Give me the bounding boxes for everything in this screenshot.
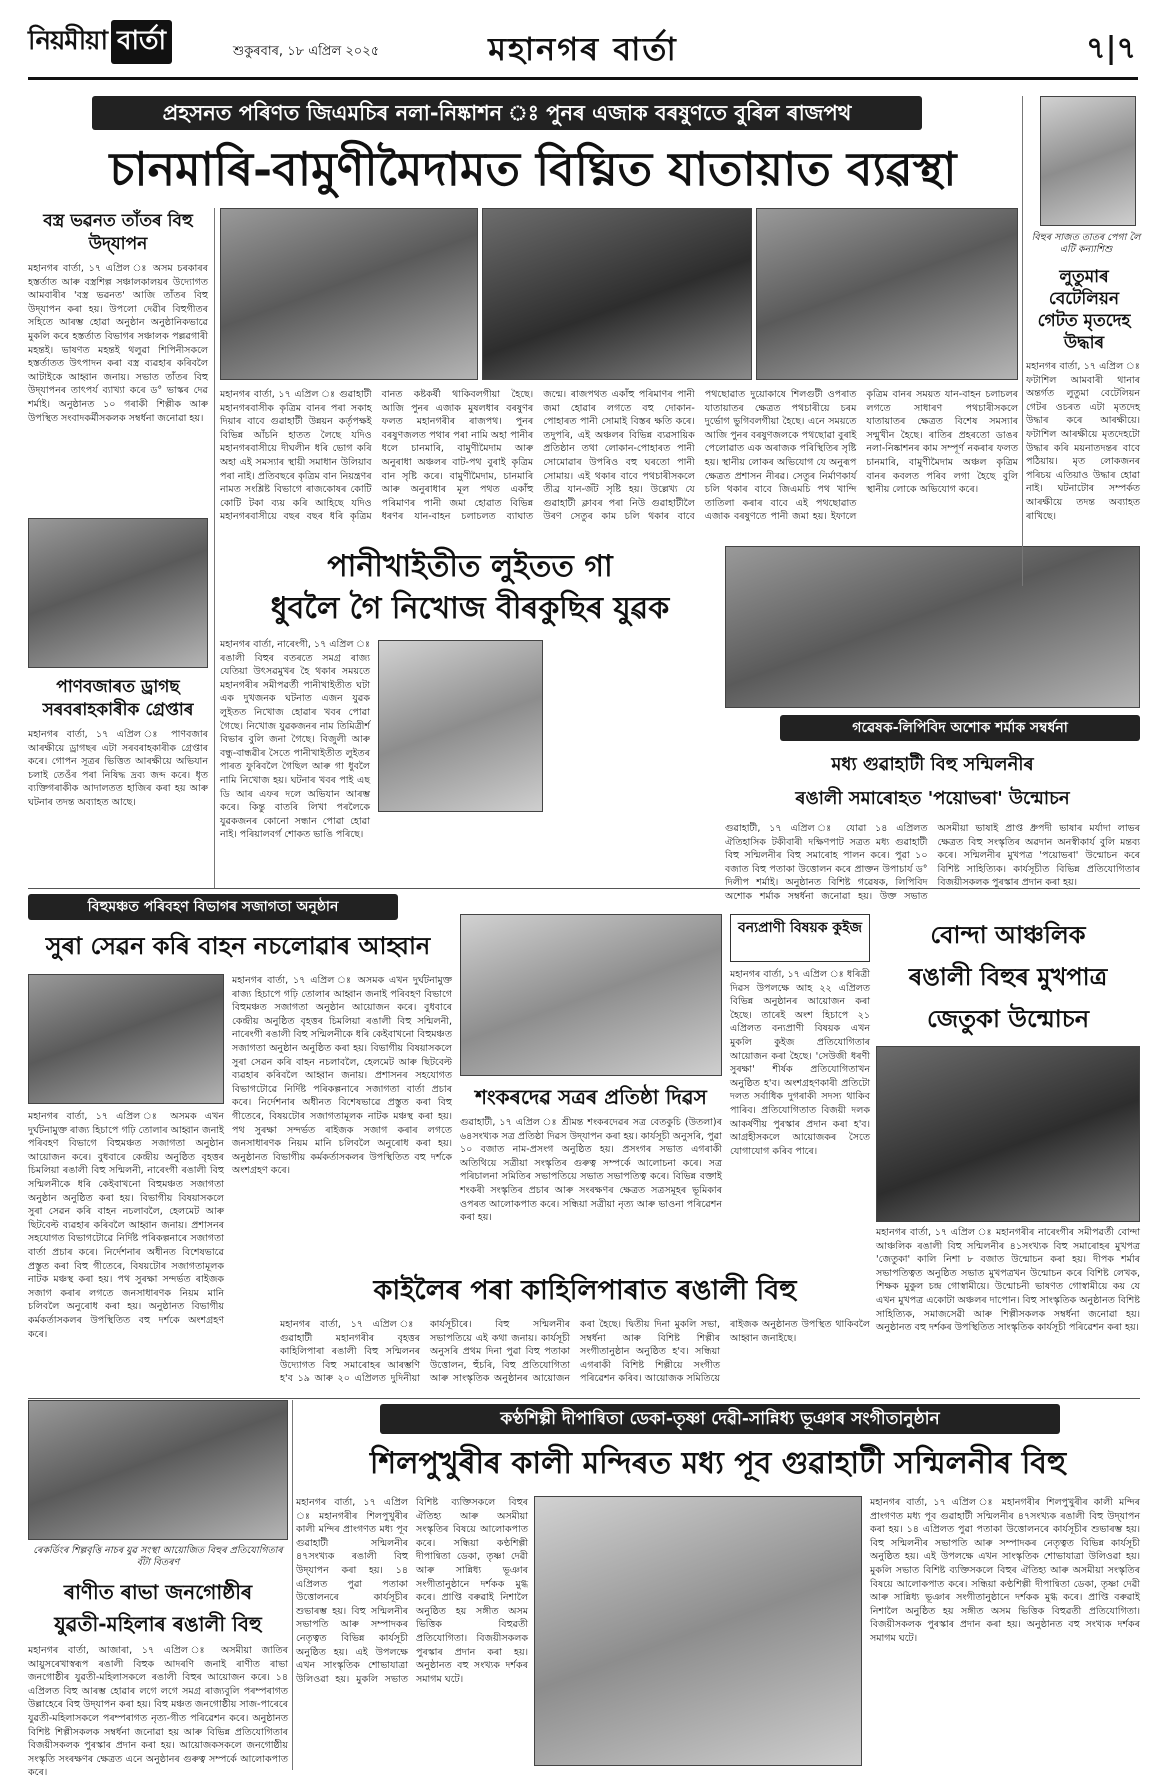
dead-body-headline: লুতুমাৰ বেটেলিয়ন গেটত মৃতদেহ উদ্ধাৰ — [1037, 267, 1131, 353]
column-divider — [214, 208, 215, 888]
felicitation-headline-line-2: ৰঙালী সমাৰোহত 'পয়োভৰা' উন্মোচন — [795, 788, 1070, 809]
missing-youth-story: মহানগৰ বাৰ্তা, নাৰেংগী, ১৭ এপ্ৰিল ঃ ৰঙালী বিহুৰ বতৰতে সমগ্ৰ ৰাজ্য যেতিয়া উৎসৱমুখৰ হৈ থকাৰ সময়তে মহানগৰীৰ সমীপৱৰ্তী পানীখাইতীত ঘটা এক দুখজনক ঘটনাত এজন যুৱক লুইতত নিখোজ হোৱাৰ খবৰ পোৱা গৈছে। নিখোজ যুৱকজনৰ নাম তিমিত্ৰীৰ্শ বিভাৰ বুলি জনা গৈছে। বিজুলী আৰু বন্ধু-বান্ধৱীৰ সৈতে পানীখাইতীত লুইতৰ পাৰত ফুৰিবলৈ গৈছিল আৰু গা ধুবলৈ নামি নিখোজ হয়। ঘটনাৰ খবৰ পাই এছ ডি আৰ এফৰ দলে অভিযান আৰম্ভ কৰে। কিন্তু বাতৰি লিখা পৰলৈকে যুৱকজনৰ কোনো সন্ধান পোৱা হোৱা নাই। পৰিয়ালবৰ্গ শোকত ভাঙি পৰিছে। — [220, 639, 370, 841]
textile-bihu-photo — [28, 518, 208, 668]
rabha-photo-caption: ৰেকৰ্ডিংৰ শিল্পবৃত্তি নাচৰ যুৱ সংস্থা আয়োজিত বিহুৰ প্ৰতিযোগিতাৰ বঁটা বিতৰণ — [33, 1545, 283, 1568]
felicitation-kicker: গৱেষক-লিপিবিদ অশোক শৰ্মাক সম্বৰ্ধনা — [780, 715, 1140, 741]
vehicles-kicker: বিহুমঞ্চত পৰিবহণ বিভাগৰ সজাগতা অনুষ্ঠান — [28, 894, 398, 920]
jetuka-headline-line-3: জেতুকা উন্মোচন — [926, 1004, 1090, 1033]
column-divider — [292, 1400, 293, 1770]
felicitation-headline-line-1: মধ্য গুৱাহাটী বিহু সন্মিলনীৰ — [831, 754, 1034, 775]
column-divider — [1022, 96, 1023, 586]
kali-mandir-headline: শিলপুখুৰীৰ কালী মন্দিৰত মধ্য পূব গুৱাহাটী সন্মিলনীৰ বিহু — [369, 1446, 1067, 1481]
jetuka-story: মহানগৰ বাৰ্তা, ১৭ এপ্ৰিল ঃ মহানগৰীৰ নাৰেংগীৰ সমীপৱৰ্তী বোন্দা আঞ্চলিক ৰঙালী বিহু সন্মিলনীৰ ৪১সংখ্যক বিহু সমাৰোহৰ মুখপত্ৰ 'জেতুকা' কালি নিশা ৮ বজাত উন্মোচন কৰা হয়। দীপক শৰ্মাৰ সভাপতিত্বত অনুষ্ঠিত সভাত মুখপত্ৰখন উন্মোচন কৰে বিশিষ্ট লেখক, শিক্ষক মুকুল চন্দ্ৰ গোস্বামীয়ে। উন্মোচনী ভাষণত গোস্বামীয়ে কয় যে এখন মুখপত্ৰ একোটা অঞ্চলৰ দাপোন। বিহু সাংস্কৃতিক অনুষ্ঠানত বিশিষ্ট সাহিত্যিক, সমাজসেৱী আৰু শিল্পীসকলক সম্বৰ্ধনা জনোৱা হয়। অনুষ্ঠানত বহু দৰ্শকৰ উপস্থিতিত সাংস্কৃতিক কাৰ্যসূচী পৰিৱেশন কৰা হয়। — [876, 1227, 1140, 1334]
drugs-headline: পাণবজাৰত ড্ৰাগছ সৰবৰাহকাৰীক গ্ৰেপ্তাৰ — [42, 677, 194, 720]
section-title: মহানগৰ বাৰ্তা — [488, 30, 678, 68]
kahilipara-headline: কাইলৈৰ পৰা কাহিলিপাৰাত ৰঙালী বিহু — [373, 1275, 797, 1306]
page-number: ৭|৭ — [1086, 31, 1136, 66]
kahilipara-story: মহানগৰ বাৰ্তা, ১৭ এপ্ৰিল ঃ গুৱাহাটী মহানগৰীৰ বৃহত্তৰ কাহিলিপাৰা ৰঙালী বিহু সন্মিলনৰ উদ্যোগত বিহু সমাৰোহৰ আৰম্ভণি হ'ব ১৯ আৰু ২০ এপ্ৰিলত দুদিনীয়া কাৰ্যসূচীৰে। বিহু সন্মিলনীৰ সভাপতিয়ে এই কথা জনায়। কাৰ্যসূচী অনুসৰি প্ৰথম দিনা পুৱা বিহু পতাকা উত্তোলন, হুঁচৰি, বিহু প্ৰতিযোগিতা আৰু সাংস্কৃতিক অনুষ্ঠানৰ আয়োজন কৰা হৈছে। দ্বিতীয় দিনা মুকলি সভা, সম্বৰ্ধনা আৰু বিশিষ্ট শিল্পীৰ সংগীতানুষ্ঠান অনুষ্ঠিত হ'ব। সন্ধিয়া এগৰাকী বিশিষ্ট শিল্পীয়ে সংগীত পৰিৱেশন কৰিব। আয়োজক সমিতিয়ে ৰাইজক অনুষ্ঠানত উপস্থিত থাকিবলৈ আহ্বান জনাইছে। — [280, 1319, 870, 1385]
road-flooding-photo — [220, 208, 478, 380]
shankardev-story: গুৱাহাটী, ১৭ এপ্ৰিল ঃ শ্ৰীমন্ত শংকৰদেৱৰ সত্ৰ বেতকুচি (উতলা)ৰ ৬৪সংখ্যক সত্ৰ প্ৰতিষ্ঠা দিৱস উদ্‌যাপন কৰা হয়। কাৰ্যসূচী অনুসৰি, পুৱা ১০ বজাত নাম-প্ৰসংগ অনুষ্ঠিত হয়। প্ৰসংগৰ সভাত এগৰাকী অতিথিয়ে সত্ৰীয়া সংস্কৃতিৰ গুৰুত্ব সম্পৰ্কে আলোচনা কৰে। সত্ৰ পৰিচালনা সমিতিৰ সভাপতিয়ে সভাত সভাপতিত্ব কৰে। বিভিন্ন বক্তাই শংকৰী সংস্কৃতিৰ প্ৰচাৰ আৰু সংৰক্ষণৰ ক্ষেত্ৰত সত্ৰসমূহৰ ভূমিকাৰ ওপৰত আলোকপাত কৰে। সন্ধিয়া সত্ৰীয়া নৃত্য আৰু ভাওনা পৰিৱেশন কৰা হয়। — [460, 1117, 722, 1224]
section-divider — [28, 1398, 1140, 1399]
section-divider — [28, 888, 1140, 889]
transport-awareness-photo — [28, 974, 224, 1104]
kali-mandir-story: মহানগৰ বাৰ্তা, ১৭ এপ্ৰিল ঃ মহানগৰীৰ শিলপুখুৰীৰ কালী মন্দিৰ প্ৰাংগণত মধ্য পূব গুৱাহাটী সন্মিলনীৰ ৪৭সংখ্যক ৰঙালী বিহু উদ্‌যাপন কৰা হয়। ১৪ এপ্ৰিলত পুৱা পতাকা উত্তোলনৰে কাৰ্যসূচীৰ শুভাৰম্ভ হয়। বিহু সন্মিলনীৰ সভাপতি আৰু সম্পাদকৰ নেতৃত্বত বিভিন্ন কাৰ্যসূচী অনুষ্ঠিত হয়। এই উপলক্ষে এখন সাংস্কৃতিক শোভাযাত্ৰা উলিওৱা হয়। মুকলি সভাত বিশিষ্ট ব্যক্তিসকলে বিহুৰ ঐতিহ্য আৰু অসমীয়া সংস্কৃতিৰ বিষয়ে আলোকপাত কৰে। সন্ধিয়া কণ্ঠশিল্পী দীপান্বিতা ডেকা, তৃষ্ণা দেৱী আৰু সান্নিধ্য ভূঞাৰ সংগীতানুষ্ঠানে দৰ্শকক মুগ্ধ কৰে। প্ৰাপ্তি বৰুৱাই নিশালৈ অনুষ্ঠিত হয় সঙ্গীত অসম ভিত্তিক বিহুৱতী প্ৰতিযোগিতা। বিজয়ীসকলক পুৰস্কাৰ প্ৰদান কৰা হয়। অনুষ্ঠানত বহু সংখ্যক দৰ্শকৰ সমাগম ঘটে। — [296, 1497, 528, 1685]
dead-body-story: মহানগৰ বাৰ্তা, ১৭ এপ্ৰিল ঃ ফটাশিল আমবাৰী থানাৰ অন্তৰ্গত লুতুমা বেটেলিয়ন গেটৰ ওচৰত এটা মৃতদেহ উদ্ধাৰ কৰে আৰক্ষীয়ে। ফটাশিল আৰক্ষীয়ে মৃতদেহটো উদ্ধাৰ কৰি ময়নাতদন্তৰ বাবে পঠিয়ায়। মৃত লোকজনৰ পৰিচয় এতিয়াও উদ্ধাৰ হোৱা নাই। ঘটনাটোৰ সম্পৰ্কত আৰক্ষীয়ে তদন্ত অব্যাহত ৰাখিছে। — [1026, 361, 1140, 522]
missing-headline-line-1: পানীখাইতীত লুইতত গা — [327, 549, 613, 584]
vehicles-story: মহানগৰ বাৰ্তা, ১৭ এপ্ৰিল ঃ অসমক এখন দুৰ্ঘটনামুক্ত ৰাজ্য হিচাপে গঢ়ি তোলাৰ আহ্বান জনাই পৰিবহণ বিভাগে বিহুমঞ্চত সজাগতা অনুষ্ঠান আয়োজন কৰে। বুধবাৰে কেন্দ্ৰীয় অনুষ্ঠিত বৃহত্তৰ চিমলিয়া ৰঙালী বিহু সন্মিলনী, নাৰেংগী ৰঙালী বিহু সন্মিলনীকে ধৰি কেইবাখনো বিহুমঞ্চত সজাগতা অনুষ্ঠান অনুষ্ঠিত কৰা হয়। বিভাগীয় বিষয়াসকলে সুৰা সেৱন কৰি বাহন নচলাবলৈ, হেলমেট আৰু ছিটবেল্ট ব্যৱহাৰ কৰিবলৈ আহ্বান জনায়। প্ৰশাসনৰ সহযোগত বিভাগটোৱে নিৰ্দিষ্ট পৰিকল্পনাৰে সজাগতা বাৰ্তা প্ৰচাৰ কৰে। নিৰ্দেশনাৰ অধীনত বিশেষভাৱে প্ৰস্তুত কৰা বিহু গীতেৰে, বিষয়টোৰ সজাগতামূলক নাটক মঞ্চস্থ কৰা হয়। পথ সুৰক্ষা সন্দৰ্ভত ৰাইজক সজাগ কৰাৰ লগতে জনসাধাৰণক নিয়ম মানি চলিবলৈ অনুৰোধ কৰা হয়। অনুষ্ঠানত বিভাগীয় কৰ্মকৰ্তাসকলৰ উপস্থিতিত বহু দৰ্শকে অংশগ্ৰহণ কৰে। — [28, 1111, 224, 1340]
rabha-story: মহানগৰ বাৰ্তা, আজাৰা, ১৭ এপ্ৰিল ঃ অসমীয়া জাতিৰ আয়ুসৰেখাস্বৰূপ ৰঙালী বিহুক আদৰণি জনাই ৰাণীত ৰাভা জনগোষ্ঠীৰ যুৱতী-মহিলাসকলে ৰঙালী বিহুৰ আয়োজন কৰে। ১৪ এপ্ৰিলত বিহু আৰম্ভ হোৱাৰ লগে লগে সমগ্ৰ ৰাজ্যবুলি পৰম্পৰাগত উল্লাহেৰে বিহু উদ্‌যাপন কৰা হয়। বিহু মঞ্চত জনগোষ্ঠীয় সাজ-পাৰেৰে যুৱতী-মহিলাসকলে পৰম্পৰাগত নৃত্য-গীত পৰিৱেশন কৰে। অনুষ্ঠানত বিশিষ্ট শিল্পীসকলক সম্বৰ্ধনা জনোৱা হয় আৰু বিভিন্ন প্ৰতিযোগিতাৰ বিজয়ীসকলক পুৰস্কাৰ প্ৰদান কৰা হয়। আয়োজকসকলে জনগোষ্ঠীয় সংস্কৃতি সংৰক্ষণৰ ক্ষেত্ৰত এনে অনুষ্ঠানৰ গুৰুত্ব সম্পৰ্কে আলোকপাত কৰে। — [28, 1645, 288, 1779]
jetuka-launch-photo — [876, 1046, 1140, 1222]
missing-headline-line-2: ধুবলৈ গৈ নিখোজ বীৰকুছিৰ যুৱক — [270, 591, 670, 626]
rabha-headline — [28, 1576, 288, 1640]
rabha-headline-line-1: ৰাণীত ৰাভা জনগোষ্ঠীৰ — [63, 1580, 253, 1604]
flooded-lane-photo — [756, 208, 1018, 380]
portrait-caption: বিহুৰ সাজত তাতৰ পেগা লৈ এটি কন্যাশিশু — [1031, 232, 1141, 255]
satra-gathering-photo — [460, 914, 722, 1076]
vehicles-story-part-2: মহানগৰ বাৰ্তা, ১৭ এপ্ৰিল ঃ অসমক এখন দুৰ্ঘটনামুক্ত ৰাজ্য হিচাপে গঢ়ি তোলাৰ আহ্বান জনাই পৰিবহণ বিভাগে বিহুমঞ্চত সজাগতা অনুষ্ঠান আয়োজন কৰে। বুধবাৰে কেন্দ্ৰীয় অনুষ্ঠিত বৃহত্তৰ চিমলিয়া ৰঙালী বিহু সন্মিলনী, নাৰেংগী ৰঙালী বিহু সন্মিলনীকে ধৰি কেইবাখনো বিহুমঞ্চত সজাগতা অনুষ্ঠান অনুষ্ঠিত কৰা হয়। বিভাগীয় বিষয়াসকলে সুৰা সেৱন কৰি বাহন নচলাবলৈ, হেলমেট আৰু ছিটবেল্ট ব্যৱহাৰ কৰিবলৈ আহ্বান জনায়। প্ৰশাসনৰ সহযোগত বিভাগটোৱে নিৰ্দিষ্ট পৰিকল্পনাৰে সজাগতা বাৰ্তা প্ৰচাৰ কৰে। নিৰ্দেশনাৰ অধীনত বিশেষভাৱে প্ৰস্তুত কৰা বিহু গীতেৰে, বিষয়টোৰ সজাগতামূলক নাটক মঞ্চস্থ কৰা হয়। পথ সুৰক্ষা সন্দৰ্ভত ৰাইজক সজাগ কৰাৰ লগতে জনসাধাৰণক নিয়ম মানি চলিবলৈ অনুৰোধ কৰা হয়। অনুষ্ঠানত বিভাগীয় কৰ্মকৰ্তাসকলৰ উপস্থিতিত বহু দৰ্শকে অংশগ্ৰহণ কৰে। — [232, 975, 452, 1177]
logo-part-1: নিয়মীয়া — [28, 26, 108, 56]
vehicles-waterlogged-photo — [482, 208, 752, 380]
shankardev-headline: শংকৰদেৱ সত্ৰৰ প্ৰতিষ্ঠা দিৱস — [475, 1085, 707, 1109]
issue-date: শুকুৰবাৰ, ১৮ এপ্ৰিল ২০২৫ — [233, 44, 380, 59]
textile-bihu-headline: বস্ত্ৰ ভৱনত তাঁতৰ বিহু উদ্‌যাপন — [43, 211, 193, 254]
masthead — [28, 18, 1138, 80]
jetuka-headline-line-1: বোন্দা আঞ্চলিক — [930, 920, 1086, 949]
rabha-women-photo — [28, 1400, 288, 1540]
felicitation-story: গুৱাহাটী, ১৭ এপ্ৰিল ঃ যোৱা ১৪ এপ্ৰিলত ঐতিহাসিক টকীবাৰী দক্ষিণপাট সত্ৰত মধ্য গুৱাহাটী বিহু সন্মিলনীৰ বিহু সমাৰোহ পালন কৰে। পুৱা ১০ বজাত বিহু পতাকা উত্তোলন কৰে প্ৰাক্তন উপাচাৰ্য ড° দিলীপ শৰ্মাই। অনুষ্ঠানত বিশিষ্ট গৱেষক, লিপিবিদ অশোক শৰ্মাক সম্বৰ্ধনা জনোৱা হয়। উক্ত সভাত অসমীয়া ভাষাই প্ৰাপ্ত ধ্ৰুপদী ভাষাৰ মৰ্যাদা লাভৰ ক্ষেত্ৰত বিহু সংস্কৃতিৰ অৱদান অনস্বীকাৰ্য বুলি মন্তব্য কৰে। সন্মিলনীৰ মুখপত্ৰ 'পয়োভৰা' উন্মোচন কৰে বিশিষ্ট সাহিত্যিক। কাৰ্যসূচীত বিভিন্ন প্ৰতিযোগিতাৰ বিজয়ীসকলক পুৰস্কাৰ প্ৰদান কৰা হয়। — [725, 823, 1140, 902]
lead-headline: চানমাৰি-বামুণীমৈদামত বিঘ্নিত যাতায়াত ব্যৱস্থা — [109, 142, 957, 196]
logo-part-2: বাৰ্তা — [111, 20, 172, 64]
wildlife-quiz-story: মহানগৰ বাৰ্তা, ১৭ এপ্ৰিল ঃ ধৰিত্ৰী দিৱস উপলক্ষে আহ ২২ এপ্ৰিলত বিভিন্ন অনুষ্ঠানৰ আয়োজন কৰা হৈছে। তাৰেই অংশ হিচাপে ২১ এপ্ৰিলত বন্যপ্ৰাণী বিষয়ক এখন মুকলি কুইজ প্ৰতিযোগিতাৰ আয়োজন কৰা হৈছে। 'সেউজী ধৰণী সুৰক্ষা' শীৰ্ষক প্ৰতিযোগিতাখন অনুষ্ঠিত হ'ব। অংশগ্ৰহণকাৰী প্ৰতিটো দলত সৰ্বাধিক দুগৰাকী সদস্য থাকিব পাৰিব। প্ৰতিযোগিতাত বিজয়ী দলক আকৰ্ষণীয় পুৰস্কাৰ প্ৰদান কৰা হ'ব। আগ্ৰহীসকলে আয়োজকৰ সৈতে যোগাযোগ কৰিব পাৰে। — [730, 969, 870, 1157]
rabha-headline-line-2: যুৱতী-মহিলাৰ ৰঙালী বিহু — [54, 1612, 262, 1636]
felicitation-headline — [725, 748, 1140, 816]
felicitation-ceremony-photo — [725, 546, 1140, 708]
dancer-portrait-photo — [1040, 96, 1136, 226]
drugs-story: মহানগৰ বাৰ্তা, ১৭ এপ্ৰিল ঃ পাণবজাৰ আৰক্ষীয়ে ড্ৰাগছৰ এটা সৰবৰাহকাৰীক গ্ৰেপ্তাৰ কৰে। গোপন সূত্ৰৰ ভিত্তিত আৰক্ষীয়ে অভিযান চলাই তেওঁৰ পৰা নিষিদ্ধ দ্ৰব্য জব্দ কৰে। ধৃত ব্যক্তিগৰাকীক আদালতত হাজিৰ কৰা হয় আৰু ঘটনাৰ তদন্ত অব্যাহত আছে। — [28, 729, 208, 808]
lead-kicker: প্ৰহসনত পৰিণত জিএমচিৰ নলা-নিষ্কাশন ঃ পুনৰ এজাক বৰষুণতে বুৰিল ৰাজপথ — [92, 96, 922, 130]
kali-mandir-stage-photo — [534, 1496, 862, 1766]
textile-bihu-story: মহানগৰ বাৰ্তা, ১৭ এপ্ৰিল ঃ অসম চৰকাৰৰ হস্তৰ্তাত আৰু বস্ত্ৰশিল্প সঞ্চালকালয়ৰ উদ্যোগত আমবাৰীৰ 'বস্ত্ৰ ভৱনত' আজি তাঁতৰ বিহু উদ্‌যাপন কৰা হয়। উপলো দেৱীৰ বিহুগীতৰ সহিতে আৰম্ভ হোৱা অনুষ্ঠান অনুষ্ঠানিকভাৱে মুকলি কৰে হস্তৰ্তাত বিভাগৰ সঞ্চালক পল্লৱগাৰী মহন্তই। ভাষণত মহন্তই থলুৱা শিপিনীসকলে হস্তৰ্তাতত উৎপাদন কৰা বস্ত্ৰ ব্যৱহাৰ কৰিবলৈ আটাইকে আহ্বান জনায়। সভাত তাঁতৰ বিহু উদ্‌যাপনৰ তাৎপৰ্য ব্যাখ্যা কৰে ড° ভাস্কৰ দেৱ শৰ্মাই। অনুষ্ঠানত ১০ গৰাকী শিল্পীক আৰু উপস্থিত সংবাদকৰ্মীসকলক সম্বৰ্ধনা জনোৱা হয়। — [28, 263, 208, 424]
wildlife-quiz-headline: বন্যপ্ৰাণী বিষয়ক কুইজ — [730, 914, 870, 962]
missing-youth-headline — [220, 546, 720, 630]
jetuka-headline-line-2: ৰঙালী বিহুৰ মুখপাত্ৰ — [908, 962, 1108, 991]
missing-youth-portrait — [378, 640, 543, 812]
kali-mandir-kicker: কণ্ঠশিল্পী দীপান্বিতা ডেকা-তৃষ্ণা দেৱী-সান্নিধ্য ভূঞাৰ সংগীতানুষ্ঠান — [380, 1404, 1060, 1434]
vehicles-headline: সুৰা সেৱন কৰি বাহন নচলোৱাৰ আহ্বান — [45, 932, 431, 960]
jetuka-headline — [876, 914, 1140, 1040]
lead-story-body: মহানগৰ বাৰ্তা, ১৭ এপ্ৰিল ঃ গুৱাহাটী মহানগৰবাসীক কৃত্ৰিম বানৰ পৰা সকাহ দিয়াৰ বাবে গুৱাহাটী উন্নয়ন কৰ্তৃপক্ষই বিভিন্ন আঁচনি হাতত লৈছে যদিও মহানগৰবাসীয়ে দীঘলীন ধৰি ভোগ কৰি অহা এই সমস্যাৰ স্থায়ী সমাধান উলিয়াব পৰা নাই। প্ৰতিবছৰে কৃত্ৰিম বান নিয়ন্ত্ৰণৰ নামত সংশ্লিষ্ট বিভাগে ৰাজকোষৰ কোটি কোটি টকা ব্যয় কৰি আহিছে যদিও মহানগৰবাসীয়ে বছৰ বছৰ ধৰি কৃত্ৰিম বানত কষ্টকৰ্ষী থাকিবলগীয়া হৈছে। আজি পুনৰ এজাক মুষলধাৰ বৰষুণৰ ফলত মহানগৰীৰ ৰাজপথ। পুনৰ বৰষুণজলত পথাৰ পৰা নামি অহা পানীৰ ধলে চানমাৰি, বামুণীমৈদাম আৰু অনুৰাধা অঞ্চলৰ বাট-পথ বুৰাই কৃত্ৰিম বান সৃষ্টি কৰে। বামুণীমৈদাম, চানমাৰি আৰু অনুৰাধাৰ মূল পথত একাঁহু পৰিমাণৰ পানী জমা হোৱাত বিভিন্ন ধৰণৰ যান-বাহন চলাচলত ব্যাঘাত জন্মে। ৰাজপথত একাঁহু পৰিমাণৰ পানী জমা হোৱাৰ লগতে বহু দোকান-পোহাৰত পানী সোমাই বিস্তৰ ক্ষতি কৰে। তদুপৰি, এই অঞ্চলৰ বিভিন্ন ব্যৱসায়িক প্ৰতিষ্ঠান তথা লোকান-পোহাৰত পানী সোমোৱাৰ উপৰিও বহু ঘৰতো পানী সোমায়। এই থকাৰ বাবে পথচাৰীসকলে তীব্ৰ যান-জঁট সৃষ্টি হয়। উল্লেখ্য যে গুৱাহাটী ক্লাবৰ পৰা নিউ গুৱাহাটীলৈ উৰণ সেতুৰ কাম চলি থকাৰ বাবে পথছোৱাত দুয়োকাষে শিলগুটী ওপৰাত যাতায়াতৰ ক্ষেত্ৰত পথচাৰীয়ে চৰম দুৰ্ভোগ ভুগিবলগীয়া হৈছে। এনে সময়তে আজি পুনৰ বৰষুণজলকে পথছোৱা বুৰাই পেলোৱাত এক অৰাজক পৰিস্থিতিৰ সৃষ্টি হয়। স্থানীয় লোকৰ অভিযোগ যে অনুৰূপ ক্ষেত্ৰত প্ৰশাসন নীৰৱ। সেতুৰ নিৰ্মাণকাৰ্য চলি থকাৰ বাবে জিএমচি পথ খান্দি তাতিলা কৰাৰ বাবে এই পথছোৱাত এজাক বৰষুণতে পানী জমা হয়। ইফালে কৃত্ৰিম বানৰ সময়ত যান-বাহন চলাচলৰ লগতে সাধাৰণ পথচাৰীসকলে যাতায়াতৰ ক্ষেত্ৰত বিশেষ সমস্যাৰ সন্মুখীন হৈছে। ৰাতিৰ প্ৰহৰতো ডাঙৰ নলা-নিষ্কাশনৰ কাম সম্পূৰ্ণ নকৰাৰ ফলত চানমাৰি, বামুণীমৈদাম অঞ্চল কৃত্ৰিম বানৰ কবলত পৰিব লগা হৈছে বুলি স্থানীয় লোকে অভিযোগ কৰে। — [220, 389, 1018, 523]
kali-mandir-story-cont: মহানগৰ বাৰ্তা, ১৭ এপ্ৰিল ঃ মহানগৰীৰ শিলপুখুৰীৰ কালী মন্দিৰ প্ৰাংগণত মধ্য পূব গুৱাহাটী সন্মিলনীৰ ৪৭সংখ্যক ৰঙালী বিহু উদ্‌যাপন কৰা হয়। ১৪ এপ্ৰিলত পুৱা পতাকা উত্তোলনৰে কাৰ্যসূচীৰ শুভাৰম্ভ হয়। বিহু সন্মিলনীৰ সভাপতি আৰু সম্পাদকৰ নেতৃত্বত বিভিন্ন কাৰ্যসূচী অনুষ্ঠিত হয়। এই উপলক্ষে এখন সাংস্কৃতিক শোভাযাত্ৰা উলিওৱা হয়। মুকলি সভাত বিশিষ্ট ব্যক্তিসকলে বিহুৰ ঐতিহ্য আৰু অসমীয়া সংস্কৃতিৰ বিষয়ে আলোকপাত কৰে। সন্ধিয়া কণ্ঠশিল্পী দীপান্বিতা ডেকা, তৃষ্ণা দেৱী আৰু সান্নিধ্য ভূঞাৰ সংগীতানুষ্ঠানে দৰ্শকক মুগ্ধ কৰে। প্ৰাপ্তি বৰুৱাই নিশালৈ অনুষ্ঠিত হয় সঙ্গীত অসম ভিত্তিক বিহুৱতী প্ৰতিযোগিতা। বিজয়ীসকলক পুৰস্কাৰ প্ৰদান কৰা হয়। অনুষ্ঠানত বহু সংখ্যক দৰ্শকৰ সমাগম ঘটে। — [870, 1497, 1140, 1644]
